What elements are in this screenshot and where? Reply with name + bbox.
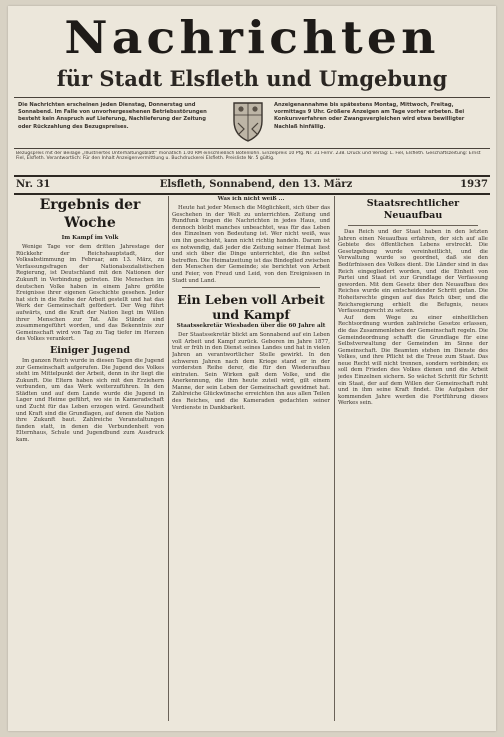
dateline (16, 178, 488, 192)
headline-ergebnis: Ergebnis der Woche (39, 197, 141, 231)
article-text: Im ganzen Reich wurde in diesen Tagen die Jugend zur Gemeinschaft aufgerufen. Die Jugend des Volkes steht im Mittelpunkt der Arbeit, denn in ihr liegt die Zukunft. Die Eltern haben sich mit den Erziehern verbunden, um das Werk weiterzuführen. In den Städten und auf dem Lande wurde die Jugend in Lager und Heime geführt, wo sie in Kameradschaft und Zucht für das Leben erzogen wird. Gesundheit und Kraft sind die Grundlagen, auf denen die Nation ihre Zukunft baut. Zahlreiche Veranstaltungen fanden statt, in denen die Verbundenheit von Elternhaus, Schule und Jugendbund zum Ausdruck kam. (16, 357, 164, 444)
column-rule (334, 196, 335, 721)
article-text: Wenige Tage vor dem dritten Jahrestage der Rückkehr der Reichshauptstadt, der Volksabstimmung im Februar, am 13. März, zu Verfassungsfragen der Nationalsozialistischen Regierung, ist Deutschland mit den Nationen der Zukunft in Verbindung getreten. Die Menschen im deutschen Volke haben in einem Jahre größte Ereignisse ihrer eigenen Geschichte gesehen. Jeder hat sich in die Reihe der Arbeit gestellt und hat das Werk der Gemeinschaft gefördert. Der Weg führt aufwärts, und die Kraft der Nation liegt im Willen ihrer Menschen zur Tat. Alle Stände sind zusammengeführt worden, und das Bekenntnis zur Gemeinschaft wird von Tag zu Tag tiefer im Herzen des Volkes verankert. (16, 244, 164, 343)
masthead-title: Nachrichten (64, 11, 440, 64)
subscription-notice: Bezugspreis mit der Beilage „Illustriertes Unterhaltungsblatt“ monatlich 1.00 RM einschließlich Botenlohn. Einzelpreis 10 Pfg. Nr. 31 Fernr. 238. Druck und Verlag: L. Fiel, Elsfleth. Geschäftszeitung: Ernst Fiel, Elsfleth. Verantwortlich: Für den Inhalt Anzeigenvermittlung u. Buchdruckerei Elsfleth. Preisliste Nr. 5 gültig. (16, 151, 481, 162)
kicker: Staatssekretär Wiesbaden über die 60 Jahre alt (176, 323, 326, 330)
issue-number: Nr. 31 (16, 179, 51, 190)
divider (14, 193, 490, 195)
coat-of-arms-icon (230, 99, 266, 143)
column-rule (168, 196, 169, 721)
column-middle (172, 196, 330, 721)
article-text: Auf dem Wege zu einer einheitlichen Rechtsordnung wurden zahlreiche Gesetze erlassen, die das Zusammenleben der Gemeinschaft regeln. Die Gemeindeordnung schafft die Grundlage für eine Selbstverwaltung der Gemeinden im Sinne der Gemeinschaft. Die Beamten stehen im Dienste des Volkes, und ihre Pflicht ist die Treue zum Staat. Das neue Recht will nicht trennen, sondern verbinden; es soll dem Frieden des Volkes dienen und die Arbeit jedes Einzelnen sichern. So wächst Schritt für Schritt ein Staat, der auf dem Willen der Gemeinschaft ruht und in ihm seine Kraft findet. Die Aufgaben der kommenden Jahre werden die Fortführung dieses Werkes sein. (338, 314, 488, 407)
article-text: Der Staatssekretär blickt am Sonnabend auf ein Leben voll Arbeit und Kampf zurück. Geboren im Jahre 1877, trat er früh in den Dienst seines Landes und hat in vielen Jahren an verantwortlicher Stelle gewirkt. In den schweren Jahren nach dem Kriege stand er in der vordersten Reihe derer, die für den Wiederaufbau eintraten. Sein Wirken galt dem Volke, und die Anerkennung, die ihm heute zuteil wird, gilt einem Manne, der sein Leben der Gemeinschaft gewidmet hat. Zahlreiche Glückwünsche erreichten ihn aus allen Teilen des Reiches, und die Kameraden gedachten seiner Verdienste in Dankbarkeit. (172, 332, 330, 411)
headline-leben: Ein Leben voll Arbeit und Kampf (177, 292, 325, 323)
divider (348, 225, 478, 226)
column-right (338, 196, 488, 721)
divider (182, 287, 320, 288)
advertising-info: Anzeigenannahme bis spätestens Montag, Mittwoch, Freitag, vormittags 9 Uhr. Größere Anzeigen am Tage vorher erbeten. Bei Konkursverfahren oder Zwangsvergleichen wird etwa bewilligter Nachlaß hinfällig. (274, 102, 465, 130)
kicker: Im Kampf im Volk (61, 235, 119, 241)
article-text: Heute hat jeder Mensch die Möglichkeit, sich über das Geschehen in der Welt zu unterrichten. Zeitung und Rundfunk tragen die Nachrichten in jedes Haus, und dennoch bleibt manches unbeachtet, was für das Leben des Einzelnen von Bedeutung ist. Wer nicht weiß, was um ihn geschieht, kann nicht richtig handeln. Darum ist es notwendig, daß jeder die Zeitung seiner Heimat liest und sich über die Dinge unterrichtet, die ihn selbst betreffen. Die Heimatzeitung ist das Bindeglied zwischen den Menschen der Gemeinde; sie berichtet von Arbeit und Feier, von Freud und Leid, von den Ereignissen in Stadt und Land. (172, 205, 330, 284)
year: 1937 (460, 179, 488, 190)
headline-neuaufbau: Staatsrechtlicher Neuaufbau (366, 198, 460, 221)
subheading: Einiger Jugend (49, 344, 130, 356)
publication-info: Die Nachrichten erscheinen jeden Dienstag, Donnerstag und Sonnabend. Im Falle von unvorhergesehenen Betriebsstörungen besteht kein Anspruch auf Lieferung, Nachlieferung der Zeitung oder Rückzahlung des Bezugspreises. (18, 102, 207, 130)
place-date: Elsfleth, Sonnabend, den 13. März (159, 179, 353, 190)
newspaper-page (8, 6, 496, 731)
divider (14, 175, 490, 177)
article-text: Das Reich und der Staat haben in den letzten Jahren einen Neuaufbau erfahren, der sich auf alle Gebiete des öffentlichen Lebens erstreckt. Die Gesetzgebung wurde vereinheitlicht, und die Verwaltung wurde so geordnet, daß sie den Bedürfnissen des Volkes dient. Die Länder sind in das Reich eingegliedert worden, und die Einheit von Partei und Staat ist zur Grundlage der Verfassung geworden. Mit dem Gesetz über den Neuaufbau des Reiches wurde ein entscheidender Schritt getan. Die Hoheitsrechte gingen auf das Reich über, und die Reichsregierung erhielt die Befugnis, neues Verfassungsrecht zu setzen. (338, 229, 488, 315)
kicker: Was ich nicht weiß ... (217, 196, 285, 202)
divider (14, 97, 490, 98)
divider (14, 148, 490, 149)
column-left (16, 196, 164, 721)
masthead-subtitle: für Stadt Elsfleth und Umgebung (56, 66, 448, 91)
